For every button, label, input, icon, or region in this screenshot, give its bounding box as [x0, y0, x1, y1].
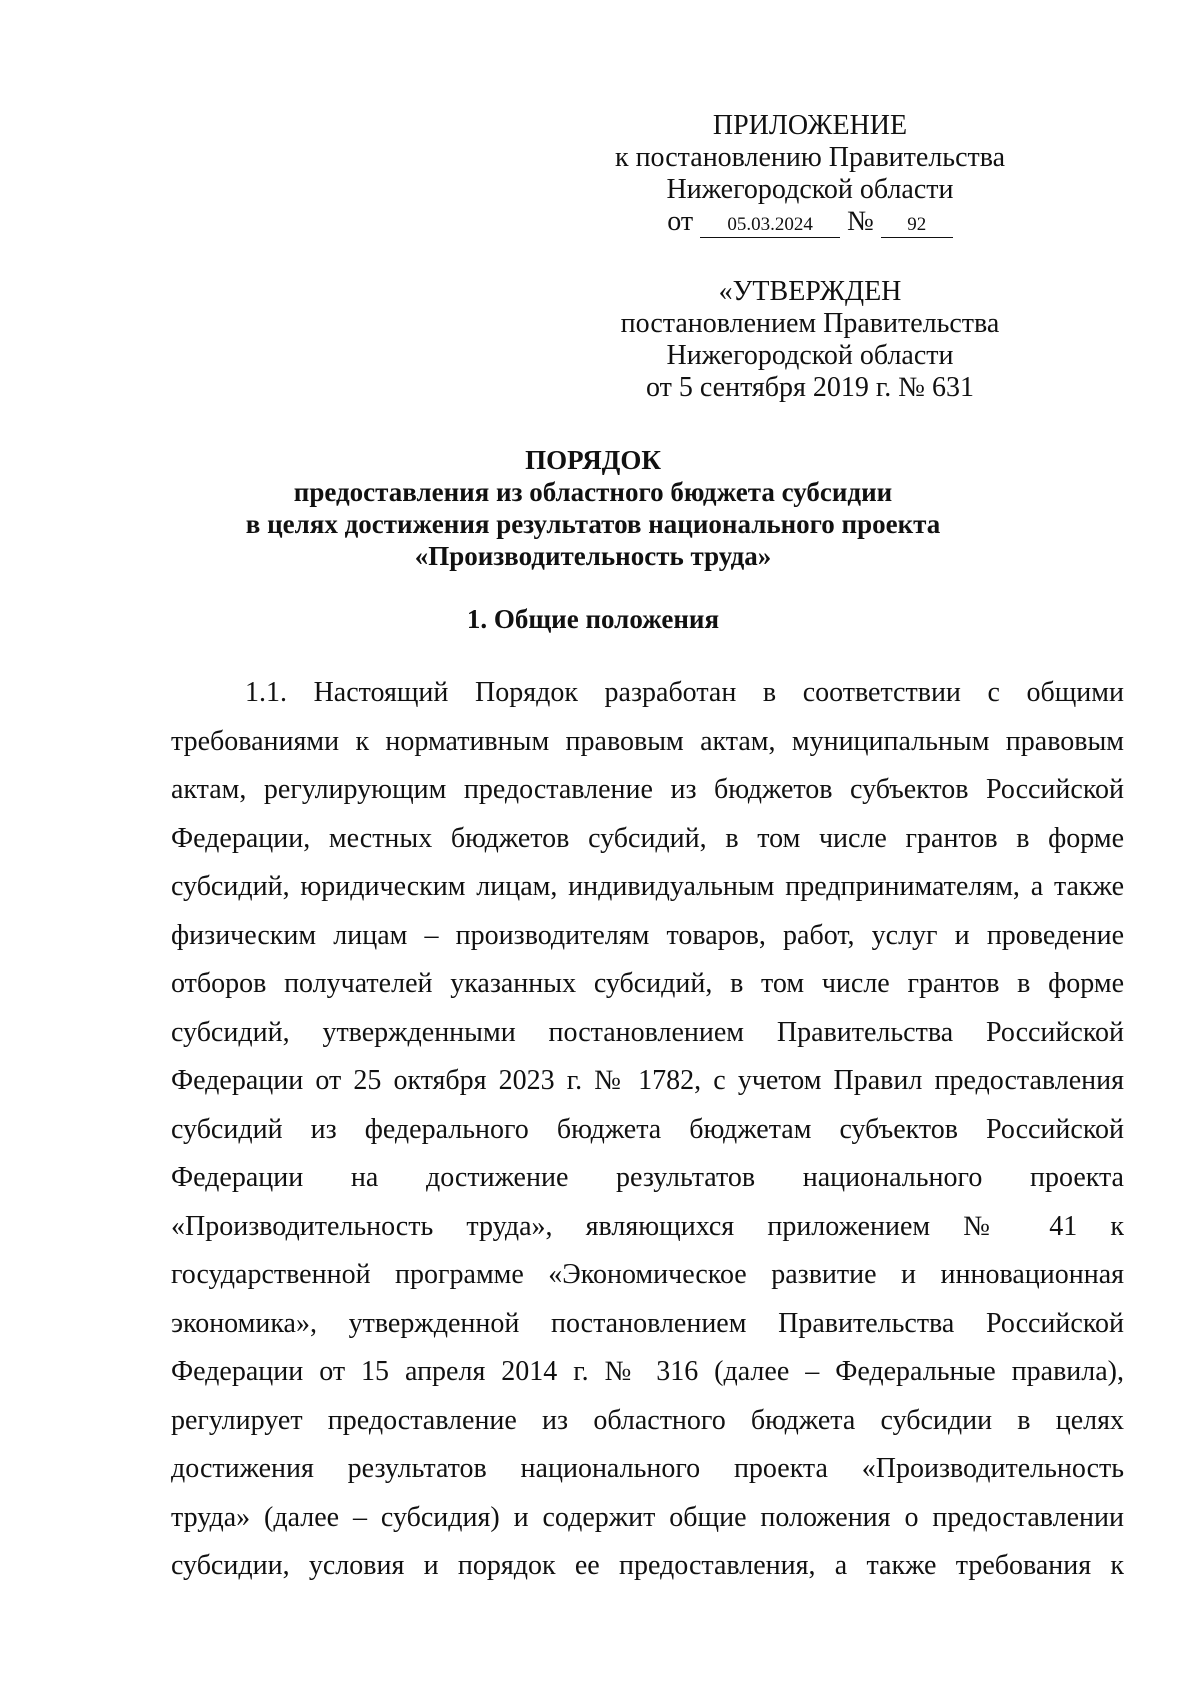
document-title: [160, 444, 1026, 572]
paragraph-line: «Производительность труда», являющихся приложением № 41 к: [171, 1210, 1124, 1242]
annex-line-2: к постановлению Правительства: [614, 142, 1006, 173]
annex-registration-line: [600, 206, 1020, 238]
paragraph-1-1: [171, 669, 1124, 1591]
paragraph-line: субсидии, условия и порядок ее предоставления, а также требования к: [171, 1550, 1124, 1581]
approved-line-4: от 5 сентября 2019 г. № 631: [646, 372, 974, 403]
paragraph-line: отборов получателей указанных субсидий, в том числе грантов в форме: [171, 968, 1124, 999]
section-heading: 1. Общие положения: [466, 604, 720, 634]
paragraph-line: Федерации, местных бюджетов субсидий, в том числе грантов в форме: [171, 822, 1124, 854]
paragraph-line: актам, регулирующим предоставление из бюджетов субъектов Российской: [171, 774, 1124, 805]
paragraph-line: субсидий из федерального бюджета бюджетам субъектов Российской: [171, 1113, 1124, 1145]
title-line-4: «Производительность труда»: [414, 541, 772, 571]
number-field: 92: [881, 214, 953, 238]
approved-line-2: постановлением Правительства: [620, 308, 1000, 339]
approved-line-1: «УТВЕРЖДЕН: [718, 276, 902, 307]
date-prefix: от: [667, 206, 694, 237]
annex-title: ПРИЛОЖЕНИЕ: [712, 110, 908, 141]
paragraph-line: государственной программе «Экономическое развитие и инновационная: [171, 1259, 1124, 1290]
paragraph-line: субсидий, утвержденными постановлением Правительства Российской: [171, 1016, 1124, 1048]
paragraph-line: Федерации от 15 апреля 2014 г. № 316 (далее – Федеральные правила),: [171, 1356, 1124, 1387]
annex-header: [600, 110, 1020, 238]
annex-line-3: Нижегородской области: [666, 174, 954, 205]
paragraph-line: требованиями к нормативным правовым актам, муниципальным правовым: [171, 725, 1124, 757]
approval-stamp: [600, 276, 1020, 404]
title-line-1: ПОРЯДОК: [525, 445, 661, 475]
paragraph-line: Федерации от 25 октября 2023 г. № 1782, с учетом Правил предоставления: [171, 1065, 1124, 1096]
paragraph-line: физическим лицам – производителям товаров, работ, услуг и проведение: [171, 919, 1124, 951]
paragraph-line: Федерации на достижение результатов национального проекта: [171, 1162, 1124, 1193]
title-line-3: в целях достижения результатов национального проекта: [245, 509, 941, 539]
paragraph-line: экономика», утвержденной постановлением Правительства Российской: [171, 1307, 1124, 1339]
date-field: 05.03.2024: [700, 214, 840, 238]
approved-line-3: Нижегородской области: [666, 340, 954, 371]
paragraph-line: достижения результатов национального проекта «Производительность: [171, 1453, 1124, 1484]
title-line-2: предоставления из областного бюджета субсидии: [293, 477, 893, 507]
paragraph-line: субсидий, юридическим лицам, индивидуальным предпринимателям, а также: [171, 871, 1124, 902]
paragraph-line: труда» (далее – субсидия) и содержит общие положения о предоставлении: [171, 1501, 1124, 1533]
number-prefix: №: [847, 206, 874, 237]
paragraph-line: регулирует предоставление из областного бюджета субсидии в целях: [171, 1404, 1124, 1436]
paragraph-line: 1.1. Настоящий Порядок разработан в соответствии с общими: [245, 677, 1124, 708]
